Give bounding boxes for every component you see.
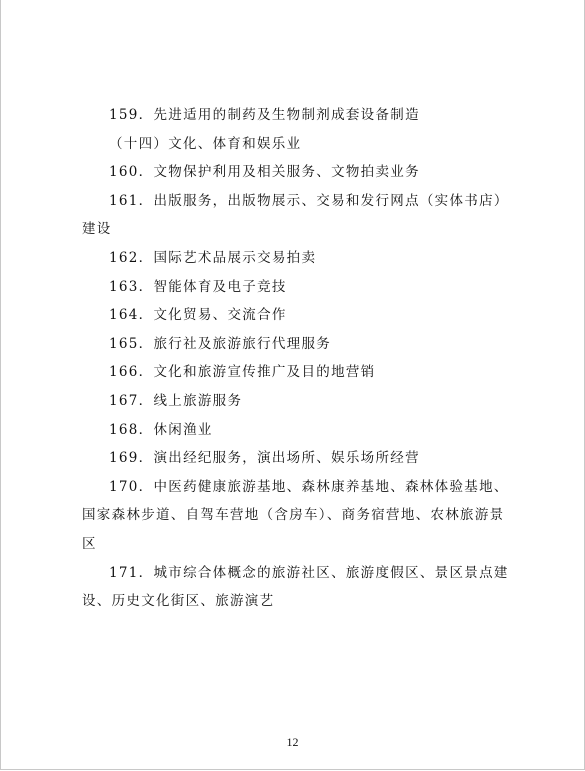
- list-item-171-continued: 设、历史文化街区、旅游演艺: [82, 593, 275, 610]
- list-item-170: 170．中医药健康旅游基地、森林康养基地、森林体验基地、: [109, 478, 509, 495]
- list-item-166: 166．文化和旅游宣传推广及目的地营销: [109, 364, 376, 381]
- page-number: 12: [286, 735, 299, 749]
- list-item-161: 161．出版服务，出版物展示、交易和发行网点（实体书店）: [109, 192, 509, 209]
- list-item-170-continued-2: 区: [82, 535, 97, 552]
- document-body: [82, 101, 510, 616]
- list-item-165: 165．旅行社及旅游旅行代理服务: [109, 335, 332, 352]
- list-item-171: 171．城市综合体概念的旅游社区、旅游度假区、景区景点建: [109, 564, 509, 581]
- list-item-163: 163．智能体育及电子竞技: [109, 278, 287, 295]
- list-item-160: 160．文物保护利用及相关服务、文物拍卖业务: [109, 164, 420, 181]
- list-item-159: 159．先进适用的制药及生物制剂成套设备制造: [109, 107, 420, 123]
- list-item-168: 168．休闲渔业: [109, 421, 213, 438]
- list-item-167: 167．线上旅游服务: [109, 392, 243, 409]
- list-item-169: 169．演出经纪服务，演出场所、娱乐场所经营: [109, 450, 420, 467]
- list-item-170-continued: 国家森林步道、自驾车营地（含房车）、商务宿营地、农林旅游景: [82, 507, 505, 524]
- list-item-161-continued: 建设: [82, 221, 112, 238]
- section-heading: （十四）文化、体育和娱乐业: [109, 135, 302, 152]
- list-item-164: 164．文化贸易、交流合作: [109, 307, 287, 324]
- list-item-162: 162．国际艺术品展示交易拍卖: [109, 249, 317, 266]
